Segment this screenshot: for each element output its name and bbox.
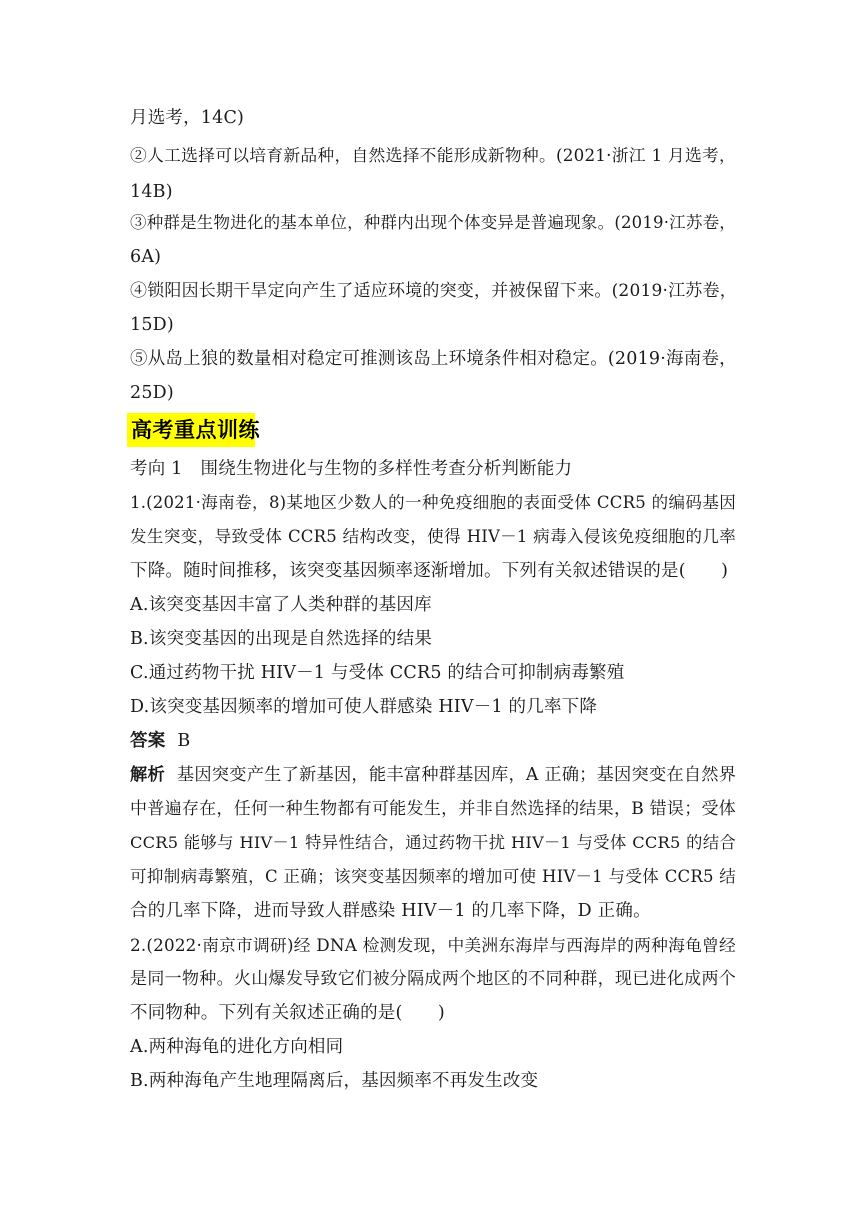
- section-title: 高考重点训练: [131, 418, 260, 442]
- q1-analysis-line-3: CCR5 能够与 HIV－1 特异性结合，通过药物干扰 HIV－1 与受体 CCR5 的结合: [130, 833, 736, 852]
- q1-answer: [130, 729, 736, 753]
- review-item-5: ⑤从岛上狼的数量相对稳定可推测该岛上环境条件相对稳定。(2019·海南卷，: [130, 349, 737, 369]
- analysis-text-1: 基因突变产生了新基因，能丰富种群基因库，A 正确；基因突变在自然界: [176, 765, 737, 785]
- q1-analysis-line-5: 合的几率下降，进而导致人群感染 HIV－1 的几率下降，D 正确。: [130, 901, 651, 921]
- q2-stem-line-3: 不同物种。下列有关叙述正确的是( ): [130, 1003, 445, 1023]
- topic-label: 考向 1: [130, 459, 183, 479]
- q2-stem-line-2: 是同一物种。火山爆发导致它们被分隔成两个地区的不同种群，现已进化成两个: [130, 969, 736, 989]
- review-item-5-source: 25D): [130, 383, 174, 403]
- q1-analysis-line-1: [130, 763, 736, 787]
- review-item-4: ④锁阳因长期干旱定向产生了适应环境的突变，并被保留下来。(2019·江苏卷，: [130, 281, 737, 301]
- analysis-label: 解析: [130, 765, 165, 785]
- review-item-4-source: 15D): [130, 315, 174, 335]
- q1-stem-line-3: 下降。随时间推移，该突变基因频率逐渐增加。下列有关叙述错误的是( ): [130, 561, 729, 581]
- q2-option-b: B.两种海龟产生地理隔离后，基因频率不再发生改变: [130, 1071, 539, 1091]
- q2-stem-line-1: 2.(2022·南京市调研)经 DNA 检测发现，中美洲东海岸与西海岸的两种海龟曾经: [130, 935, 736, 955]
- review-item-3: ③种群是生物进化的基本单位，种群内出现个体变异是普遍现象。(2019·江苏卷，: [130, 213, 736, 232]
- q1-stem-line-2: 发生突变，导致受体 CCR5 结构改变，使得 HIV－1 病毒入侵该免疫细胞的几率: [130, 527, 736, 546]
- review-item-3-source: 6A): [130, 247, 162, 267]
- q1-analysis-line-2: 中普遍存在，任何一种生物都有可能发生，并非自然选择的结果，B 错误；受体: [130, 799, 736, 819]
- q2-option-a: A.两种海龟的进化方向相同: [130, 1037, 344, 1057]
- q1-stem-line-1: 1.(2021·海南卷，8)某地区少数人的一种免疫细胞的表面受体 CCR5 的编码基因: [130, 493, 736, 512]
- q1-option-a: A.该突变基因丰富了人类种群的基因库: [130, 595, 432, 615]
- review-item-2-source: 14B): [130, 182, 173, 202]
- topic-text: 围绕生物进化与生物的多样性考查分析判断能力: [200, 459, 573, 479]
- q1-analysis-line-4: 可抑制病毒繁殖，C 正确；该突变基因频率的增加可使 HIV－1 与受体 CCR5 结: [130, 867, 736, 886]
- review-item-2: ②人工选择可以培育新品种，自然选择不能形成新物种。(2021·浙江 1 月选考，: [130, 145, 736, 165]
- review-item-1-tail: 月选考，14C): [130, 108, 245, 128]
- answer-value: B: [177, 731, 191, 751]
- q1-option-c: C.通过药物干扰 HIV－1 与受体 CCR5 的结合可抑制病毒繁殖: [130, 663, 625, 683]
- q1-option-b: B.该突变基因的出现是自然选择的结果: [130, 629, 433, 649]
- answer-label: 答案: [130, 731, 166, 751]
- q1-option-d: D.该突变基因频率的增加可使人群感染 HIV－1 的几率下降: [130, 697, 598, 717]
- topic-line: [130, 457, 736, 481]
